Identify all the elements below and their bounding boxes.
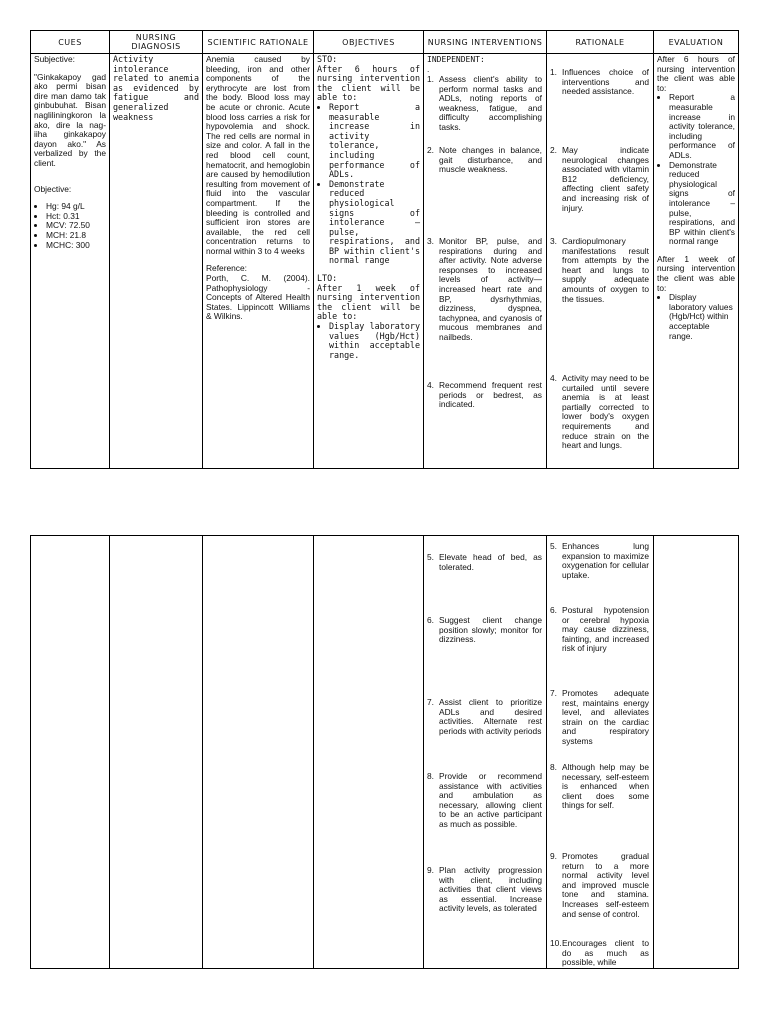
header-evaluation: EVALUATION <box>654 31 739 54</box>
header-row <box>31 31 739 54</box>
subjective-text: "Ginkakapoy gad ako permi bisan dire man damo tak ginbubuhat. Bisan nagliliningkoron la ako, dire la nag-iiha ginkakapoy dayon ako." As verbalized by the client. <box>34 71 106 168</box>
objective-item: • MCV: 72.50 <box>46 221 106 231</box>
scientific-rationale-cell <box>203 54 314 469</box>
rationale-text: Postural hypotension or cerebral hypoxia may cause dizziness, fainting, and increased risk of injury <box>562 605 649 654</box>
header-nursing-diagnosis: NURSING DIAGNOSIS <box>110 31 203 54</box>
objectives-cell-empty <box>314 536 424 969</box>
intervention-text: Assess client's ability to perform normal tasks and ADLs, noting reports of weakness, fatigue, and difficulty accomplishing tasks. <box>439 74 542 132</box>
lto-intro: After 1 week of nursing intervention the client will be able to: <box>317 282 420 322</box>
reference-text: Porth, C. M. (2004). Pathophysiology - Concepts of Altered Health States. Lippincott Williams & Wilkins. <box>206 273 310 322</box>
intervention-item <box>427 381 542 410</box>
rationale-item <box>550 606 649 654</box>
interventions-cell <box>424 54 547 469</box>
sto-label: STO: <box>317 54 338 64</box>
rationale-text: Encourages client to do as much as possible, while <box>562 938 649 968</box>
evaluation-cell <box>654 54 739 469</box>
intervention-number: 7. <box>427 697 434 707</box>
header-cues: CUES <box>31 31 110 54</box>
rationale-text: Cardiopulmonary manifestations result from attempts by the heart and lungs to supply adequate amounts of oxygen to the tissues. <box>562 236 649 304</box>
intervention-text: Elevate head of bed, as tolerated. <box>439 552 542 572</box>
cues-cell-empty <box>31 536 110 969</box>
rationale-item <box>550 237 649 304</box>
rationale-text: Promotes adequate rest, maintains energy level, and alleviates strain on the cardiac and respiratory systems <box>562 688 649 746</box>
header-scientific-rationale: SCIENTIFIC RATIONALE <box>203 31 314 54</box>
rationale-item <box>550 852 649 919</box>
intervention-text: Note changes in balance, gait disturbance, and muscle weakness. <box>439 145 542 175</box>
intervention-text: Provide or recommend assistance with activities and ambulation as necessary, allowing client to be an active participant as much as possible. <box>439 771 542 829</box>
lto-list <box>317 322 420 360</box>
rationale-number: 10. <box>550 938 562 948</box>
rationale-text: Promotes gradual return to a more normal activity level and improved muscle tone and stamina. Increases self-esteem and sense of control. <box>562 851 649 919</box>
rationale-number: 7. <box>550 688 557 698</box>
rationale-item <box>550 374 649 451</box>
lto-label: LTO: <box>317 273 338 284</box>
intervention-item <box>427 237 542 343</box>
intervention-number: 6. <box>427 615 434 625</box>
reference-label: Reference: <box>206 263 247 274</box>
intervention-number: 8. <box>427 771 434 781</box>
rationale-item <box>550 68 649 97</box>
sto-list <box>317 103 420 266</box>
intervention-text: Plan activity progression with client, including activities that client views as essential. Increase activity levels, as tolerated <box>439 865 542 914</box>
evaluation-item: • Display laboratory values (Hgb/Hct) within acceptable range. <box>669 293 735 341</box>
interventions-cell <box>424 536 547 969</box>
rationale-number: 3. <box>550 236 557 246</box>
rationale-item <box>550 146 649 213</box>
cues-cell <box>31 54 110 469</box>
rationale-item <box>550 689 649 747</box>
rationale-number: 5. <box>550 541 557 551</box>
rationale-number: 6. <box>550 605 557 615</box>
intervention-text: Monitor BP, pulse, and respirations during and after activity. Note adverse responses to increased levels of activity— increased heart rate and BP, dysrhythmias, dizziness, dyspnea, tachypnea, and cyanosis of mucous membranes and nailbeds. <box>439 236 542 342</box>
rationale-number: 8. <box>550 762 557 772</box>
header-nursing-interventions: NURSING INTERVENTIONS <box>424 31 547 54</box>
intervention-item <box>427 772 542 830</box>
intervention-item <box>427 866 542 914</box>
rationale-text: May indicate neurological changes associated with vitamin B12 deficiency, affecting client safety and increasing risk of injury. <box>562 145 649 213</box>
rationale-number: 9. <box>550 851 557 861</box>
intervention-item <box>427 616 542 645</box>
intervention-text: Suggest client change position slowly; monitor for dizziness. <box>439 615 542 645</box>
scientific-text: Anemia caused by bleeding, iron and other components of the erythrocyte are lost from the body. Blood loss may be acute or chronic. Acute blood loss carries a risk for hypovolemia and shock. The red cells are normal in size and color. A fall in the red blood cell count, hematocrit, and hemoglobin are caused by hemodilution resulting from movement of fluid into the vascular compartment. If the bleeding is controlled and sufficient iron stores are available, the red cell concentration returns to normal within 3 to 4 weeks <box>206 54 310 256</box>
scientific-cell-empty <box>203 536 314 969</box>
evaluation-item: • Report a measurable increase in activity tolerance, including performance of ADLs. <box>669 93 735 160</box>
independent-dot: . <box>427 63 430 74</box>
sto-intro: After 6 hours of nursing intervention the client will be able to: <box>317 63 420 103</box>
rationale-number: 2. <box>550 145 557 155</box>
evaluation-intro-1: After 6 hours of nursing intervention the client was able to: <box>657 54 735 93</box>
objective-list <box>34 202 106 250</box>
intervention-item <box>427 698 542 736</box>
rationale-number: 1. <box>550 67 557 77</box>
objective-item: • MCHC: 300 <box>46 241 106 251</box>
subjective-label: Subjective: <box>34 54 75 64</box>
intervention-item <box>427 146 542 175</box>
nursing-care-plan-table-continued <box>30 535 739 969</box>
evaluation-cell-empty <box>654 536 739 969</box>
intervention-text: Assist client to prioritize ADLs and desired activities. Alternate rest periods with activity periods <box>439 697 542 736</box>
care-plan-page-2 <box>30 535 738 969</box>
independent-label: INDEPENDENT: <box>427 55 485 64</box>
rationale-cell <box>547 54 654 469</box>
content-row <box>31 54 739 469</box>
intervention-number: 9. <box>427 865 434 875</box>
objective-item: • Hg: 94 g/L <box>46 202 106 212</box>
intervention-number: 1. <box>427 74 434 84</box>
rationale-text: Activity may need to be curtailed until severe anemia is at least partially corrected to lower body's oxygen requirements and reduce strain on the heart and lungs. <box>562 373 649 451</box>
evaluation-intro-2: After 1 week of nursing intervention the client was able to: <box>657 253 735 293</box>
sto-item: • Report a measurable increase in activity tolerance, including performance of ADLs. <box>329 103 420 180</box>
intervention-item <box>427 553 542 572</box>
evaluation-item: • Demonstrate reduced physiological signs of intolerance – pulse, respirations, and BP within client's normal range <box>669 161 735 247</box>
nursing-diagnosis-cell: Activity intolerance related to anemia as evidenced by fatigue and generalized weakness <box>110 54 203 469</box>
header-objectives: OBJECTIVES <box>314 31 424 54</box>
content-row <box>31 536 739 969</box>
rationale-text: Although help may be necessary, self-esteem is enhanced when client does some things for self. <box>562 762 649 811</box>
care-plan-page-1 <box>30 30 738 469</box>
rationale-number: 4. <box>550 373 557 383</box>
intervention-text: Recommend frequent rest periods or bedrest, as indicated. <box>439 380 542 410</box>
lto-item: • Display laboratory values (Hgb/Hct) within acceptable range. <box>329 322 420 360</box>
intervention-number: 4. <box>427 380 434 390</box>
objectives-cell <box>314 54 424 469</box>
rationale-text: Influences choice of interventions and needed assistance. <box>562 67 649 97</box>
rationale-item <box>550 542 649 580</box>
objective-item: • Hct: 0.31 <box>46 212 106 222</box>
intervention-number: 3. <box>427 236 434 246</box>
rationale-cell <box>547 536 654 969</box>
intervention-number: 2. <box>427 145 434 155</box>
evaluation-list-2 <box>657 293 735 341</box>
intervention-number: 5. <box>427 552 434 562</box>
objective-label: Objective: <box>34 183 72 194</box>
rationale-item <box>550 939 649 968</box>
diagnosis-cell-empty <box>110 536 203 969</box>
objective-item: • MCH: 21.8 <box>46 231 106 241</box>
rationale-text: Enhances lung expansion to maximize oxygenation for cellular uptake. <box>562 541 649 580</box>
evaluation-list-1 <box>657 93 735 247</box>
nursing-care-plan-table <box>30 30 739 469</box>
sto-item: • Demonstrate reduced physiological signs of intolerance – pulse, respirations, and BP within client's normal range <box>329 180 420 266</box>
rationale-item <box>550 763 649 811</box>
intervention-item <box>427 75 542 133</box>
header-rationale: RATIONALE <box>547 31 654 54</box>
